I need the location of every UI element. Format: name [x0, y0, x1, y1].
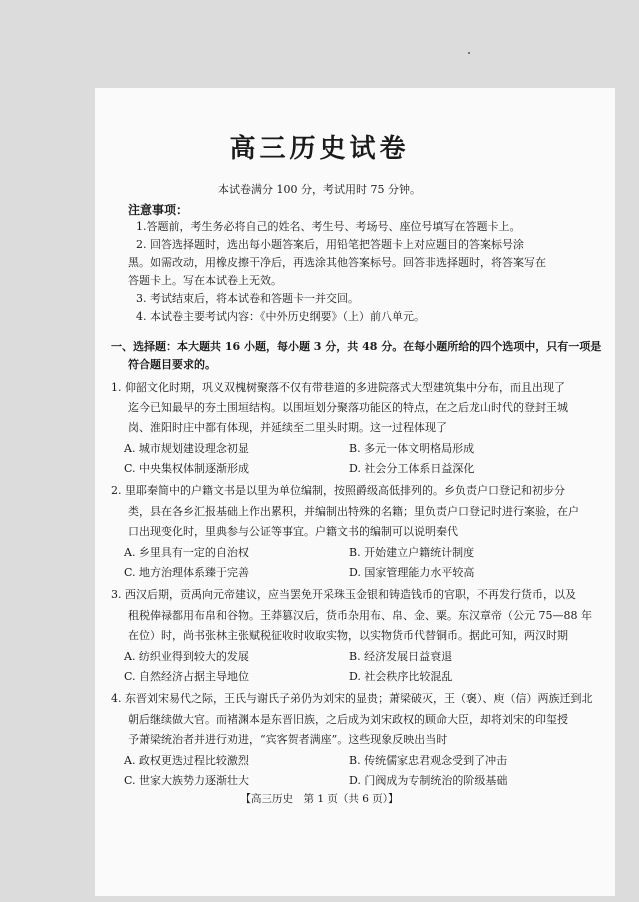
question-3-option-d: D. 社会秩序比较混乱 — [349, 670, 453, 683]
section-heading-cont: 符合题目要求的。 — [128, 358, 216, 371]
question-2-option-c: C. 地方治理体系臻于完善 — [124, 566, 250, 579]
question-2-stem: 2. 里耶秦简中的户籍文书是以里为单位编制，按照爵级高低排列的。乡负责户口登记和初步分 — [111, 484, 565, 497]
exam-subtitle: 本试卷满分 100 分，考试用时 75 分钟。 — [218, 183, 421, 196]
question-3-stem: 租税俸禄都用布帛和谷物。王莽篡汉后，货币杂用布、帛、金、粟。东汉章帝（公元 75—88 年 — [128, 609, 592, 622]
question-2-stem: 类，县在各乡汇报基础上作出累积，并编制出特殊的名籍；里负责户口登记时进行案验，在户 — [128, 505, 579, 518]
question-1-stem: 1. 仰韶文化时期，巩义双槐树聚落不仅有带巷道的多进院落式大型建筑集中分布，而且出现了 — [111, 381, 565, 394]
question-4-option-d: D. 门阀成为专制统治的阶级基础 — [349, 774, 508, 787]
question-1-option-a: A. 城市规划建设理念初显 — [124, 442, 249, 455]
question-1-stem: 迄今已知最早的夯土围垣结构。以围垣划分聚落功能区的特点，在之后龙山时代的登封王城 — [128, 401, 568, 414]
notice-line: 4. 本试卷主要考试内容：《中外历史纲要》（上）前八单元。 — [136, 310, 425, 323]
notice-line: 黑。如需改动，用橡皮擦干净后，再选涂其他答案标号。回答非选择题时，将答案写在 — [128, 256, 546, 269]
question-1-option-d: D. 社会分工体系日益深化 — [349, 462, 475, 475]
notice-line: 1.答题前，考生务必将自己的姓名、考生号、考场号、座位号填写在答题卡上。 — [136, 220, 521, 233]
question-4-stem: 4. 东晋刘宋易代之际，王氏与谢氏子弟仍为刘宋的显贵；萧梁破灭，王（褒）、庾（信）两族迁到北 — [111, 692, 593, 705]
question-3-option-a: A. 纺织业得到较大的发展 — [124, 650, 249, 663]
question-4-stem: 予萧梁统治者并进行劝进，“宾客贺者满座”。这些现象反映出当时 — [128, 733, 448, 746]
section-heading: 一、选择题：本大题共 16 小题，每小题 3 分，共 48 分。在每小题所给的四个选项中，只有一项是 — [111, 340, 602, 353]
page-footer: 【高三历史 第 1 页（共 6 页）】 — [240, 793, 399, 805]
notice-line: 答题卡上。写在本试卷上无效。 — [128, 274, 282, 287]
question-4-option-b: B. 传统儒家忠君观念受到了冲击 — [349, 754, 508, 767]
question-2-option-a: A. 乡里具有一定的自治权 — [124, 546, 249, 559]
question-3-stem: 在位）时，尚书张林主张赋税征收时收取实物，以实物货币代替铜币。据此可知，两汉时期 — [128, 629, 568, 642]
question-3-option-b: B. 经济发展日益衰退 — [349, 650, 453, 663]
question-2-option-d: D. 国家管理能力水平较高 — [349, 566, 475, 579]
exam-title: 高三历史试卷 — [229, 134, 410, 164]
notice-heading: 注意事项： — [128, 203, 189, 217]
question-3-stem: 3. 西汉后期，贡禹向元帝建议，应当罢免开采珠玉金银和铸造钱币的官职，不再发行货币，以及 — [111, 588, 576, 601]
scan-speck — [468, 52, 470, 54]
question-2-option-b: B. 开始建立户籍统计制度 — [349, 546, 475, 559]
question-4-option-a: A. 政权更迭过程比较激烈 — [124, 754, 249, 767]
notice-line: 2. 回答选择题时，选出每小题答案后，用铅笔把答题卡上对应题目的答案标号涂 — [136, 238, 524, 251]
question-4-option-c: C. 世家大族势力逐渐壮大 — [124, 774, 250, 787]
question-1-option-b: B. 多元一体文明格局形成 — [349, 442, 475, 455]
question-1-option-c: C. 中央集权体制逐渐形成 — [124, 462, 250, 475]
question-3-option-c: C. 自然经济占据主导地位 — [124, 670, 250, 683]
question-4-stem: 朝后继续做大官。而褚渊本是东晋旧族，之后成为刘宋政权的顾命大臣，却将刘宋的印玺授 — [128, 713, 568, 726]
notice-line: 3. 考试结束后，将本试卷和答题卡一并交回。 — [136, 292, 359, 305]
question-1-stem: 岗、淮阳时庄中都有体现，并延续至二里头时期。这一过程体现了 — [128, 421, 447, 434]
question-2-stem: 口出现变化时，里典参与公证等事宜。户籍文书的编制可以说明秦代 — [128, 525, 458, 538]
